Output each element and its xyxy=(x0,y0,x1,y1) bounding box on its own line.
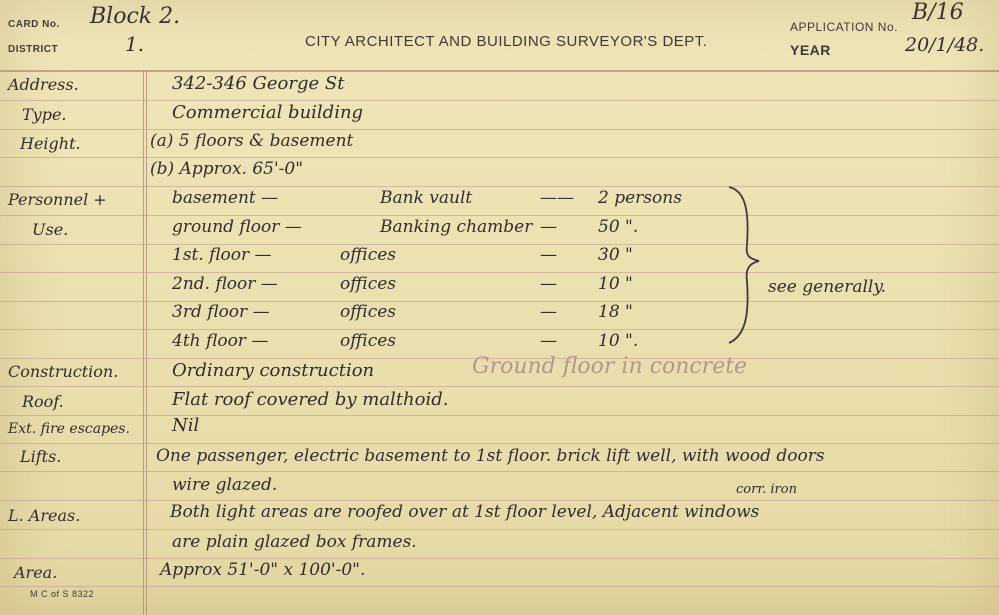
personnel-use: offices xyxy=(340,330,397,351)
area-value: Approx 51'-0" x 100'-0". xyxy=(160,560,366,580)
personnel-dash: — xyxy=(540,330,557,351)
personnel-floor: ground floor — xyxy=(172,216,302,237)
light-areas-label: L. Areas. xyxy=(8,506,81,525)
height-line-a: (a) 5 floors & basement xyxy=(150,131,354,151)
personnel-use: offices xyxy=(340,245,397,265)
lifts-line-2: wire glazed. xyxy=(172,475,278,495)
ruled-line xyxy=(0,129,999,130)
department-title: CITY ARCHITECT AND BUILDING SURVEYOR'S DEPT. xyxy=(305,33,708,50)
roof-value: Flat roof covered by malthoid. xyxy=(172,389,449,410)
fire-escapes-value: Nil xyxy=(172,415,200,436)
personnel-floor: 3rd floor — xyxy=(172,302,270,322)
ruled-line xyxy=(0,301,999,302)
district-label: DISTRICT xyxy=(8,44,59,55)
light-areas-insert: corr. iron xyxy=(736,482,797,497)
use-label: Use. xyxy=(32,220,69,239)
application-number-value: B/16 xyxy=(912,0,964,25)
lifts-label: Lifts. xyxy=(20,447,62,466)
personnel-dash: — xyxy=(540,302,557,322)
lifts-line-1: One passenger, electric basement to 1st floor. brick lift well, with wood doors xyxy=(156,446,825,466)
application-number-label: APPLICATION No. xyxy=(790,20,898,34)
personnel-count: 50 ". xyxy=(598,216,639,237)
personnel-count: 18 " xyxy=(598,302,633,322)
personnel-count: 10 " xyxy=(598,273,633,294)
address-value: 342-346 George St xyxy=(172,73,345,94)
ruled-line xyxy=(0,272,999,273)
ruled-line xyxy=(0,586,999,587)
light-areas-line-2: are plain glazed box frames. xyxy=(172,532,417,552)
year-value: 20/1/48. xyxy=(905,34,985,56)
construction-pencil-note: Ground floor in concrete xyxy=(472,354,748,379)
address-label: Address. xyxy=(8,75,79,94)
ruled-line xyxy=(0,244,999,245)
personnel-floor: 1st. floor — xyxy=(172,245,272,265)
area-label: Area. xyxy=(14,563,58,582)
personnel-dash: — xyxy=(540,245,557,265)
card-number-label: CARD No. xyxy=(8,19,60,30)
personnel-label: Personnel + xyxy=(8,190,107,209)
personnel-use: offices xyxy=(340,302,397,322)
personnel-use: Bank vault xyxy=(380,188,473,208)
fire-escapes-label: Ext. fire escapes. xyxy=(8,421,130,437)
personnel-use: offices xyxy=(340,273,397,294)
ruled-line xyxy=(0,443,999,444)
year-label: YEAR xyxy=(790,42,831,58)
type-value: Commercial building xyxy=(172,102,364,123)
personnel-count: 10 ". xyxy=(598,330,639,351)
ruled-line xyxy=(0,415,999,416)
card-number-value: Block 2. xyxy=(90,4,181,29)
ruled-line xyxy=(0,100,999,101)
margin-line xyxy=(143,70,144,615)
bracket-icon xyxy=(725,185,765,345)
personnel-note: see generally. xyxy=(768,277,887,297)
personnel-dash: — xyxy=(540,273,557,294)
construction-value: Ordinary construction xyxy=(172,360,375,381)
type-label: Type. xyxy=(22,105,67,124)
personnel-dash: — xyxy=(540,216,557,237)
ruled-line xyxy=(0,471,999,472)
form-code: M C of S 8322 xyxy=(30,589,95,599)
height-label: Height. xyxy=(20,134,81,153)
personnel-use: Banking chamber xyxy=(380,216,533,237)
ruled-line xyxy=(0,500,999,501)
ruled-line xyxy=(0,386,999,387)
district-value: 1. xyxy=(125,32,145,56)
ruled-line xyxy=(0,529,999,530)
ruled-line xyxy=(0,186,999,187)
height-line-b: (b) Approx. 65'-0" xyxy=(150,159,304,179)
roof-label: Roof. xyxy=(22,392,64,411)
personnel-count: 2 persons xyxy=(598,188,682,208)
ruled-line xyxy=(0,329,999,330)
ruled-line xyxy=(0,558,999,559)
personnel-floor: basement — xyxy=(172,188,279,208)
personnel-dash: —— xyxy=(540,188,574,208)
light-areas-line-1: Both light areas are roofed over at 1st floor level, Adjacent windows xyxy=(170,502,760,522)
construction-label: Construction. xyxy=(8,362,119,381)
personnel-floor: 4th floor — xyxy=(172,330,269,351)
personnel-count: 30 " xyxy=(598,245,633,265)
header-rule xyxy=(0,70,999,72)
personnel-floor: 2nd. floor — xyxy=(172,273,278,294)
margin-line xyxy=(146,70,147,615)
ruled-line xyxy=(0,157,999,158)
